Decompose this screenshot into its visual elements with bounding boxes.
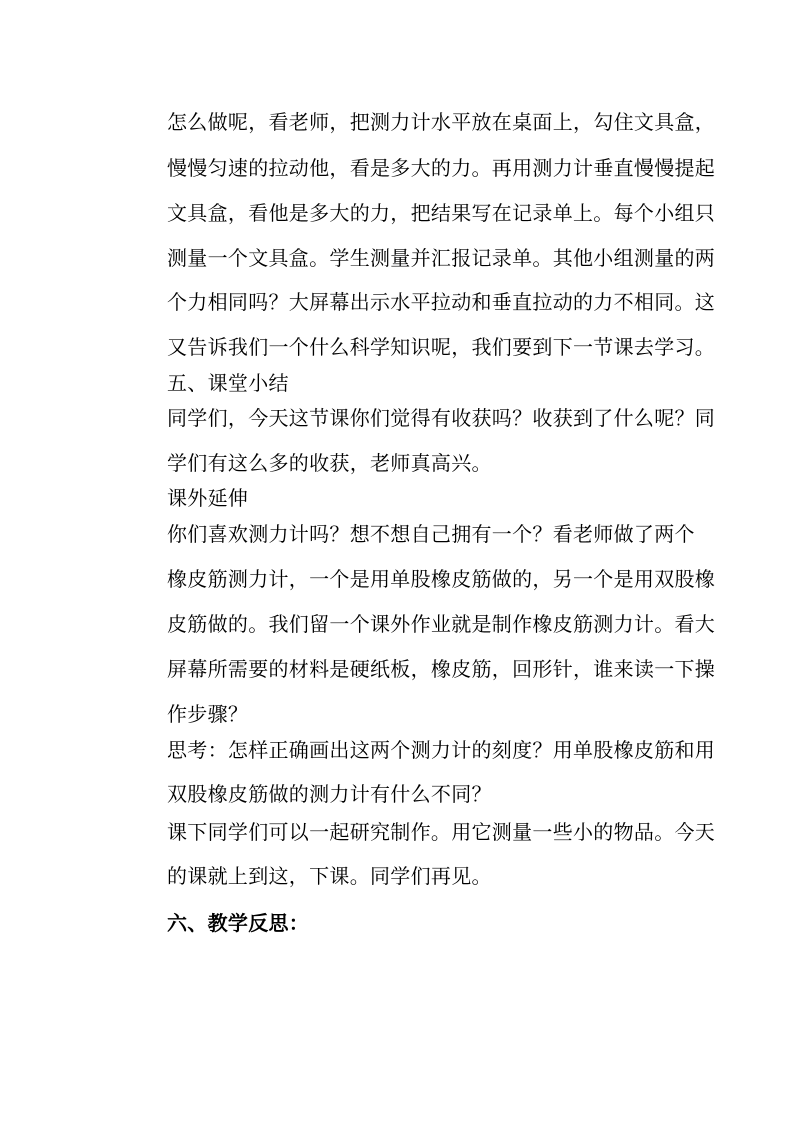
extension-line: 作步骤？ [167, 702, 249, 726]
summary-line: 学们有这么多的收获，老师真高兴。 [167, 451, 492, 475]
extension-line: 屏幕所需要的材料是硬纸板，橡皮筋，回形针，谁来读一下操 [167, 657, 716, 681]
body-line: 怎么做呢，看老师，把测力计水平放在桌面上，勾住文具盒， [167, 110, 716, 134]
extension-line: 你们喜欢测力计吗？想不想自己拥有一个？看老师做了两个 [167, 522, 695, 546]
body-line: 慢慢匀速的拉动他，看是多大的力。再用测力计垂直慢慢提起 [167, 156, 716, 180]
section-heading-summary: 五、课堂小结 [167, 371, 289, 395]
closing-line: 课下同学们可以一起研究制作。用它测量一些小的物品。今天 [167, 820, 716, 844]
body-line: 文具盒，看他是多大的力，把结果写在记录单上。每个小组只 [167, 201, 716, 225]
body-line: 个力相同吗？大屏幕出示水平拉动和垂直拉动的力不相同。这 [167, 290, 716, 314]
think-line: 思考：怎样正确画出这两个测力计的刻度？用单股橡皮筋和用 [167, 738, 716, 762]
section-heading-reflection: 六、教学反思： [167, 911, 310, 935]
think-line: 双股橡皮筋做的测力计有什么不同？ [167, 782, 492, 806]
summary-line: 同学们，今天这节课你们觉得有收获吗？收获到了什么呢？同 [167, 406, 716, 430]
closing-line: 的课就上到这，下课。同学们再见。 [167, 864, 492, 888]
body-line: 又告诉我们一个什么科学知识呢，我们要到下一节课去学习。 [167, 335, 716, 359]
extension-line: 皮筋做的。我们留一个课外作业就是制作橡皮筋测力计。看大 [167, 612, 716, 636]
section-heading-extension: 课外延伸 [167, 486, 249, 510]
body-line: 测量一个文具盒。学生测量并汇报记录单。其他小组测量的两 [167, 246, 716, 270]
extension-line: 橡皮筋测力计，一个是用单股橡皮筋做的，另一个是用双股橡 [167, 567, 716, 591]
